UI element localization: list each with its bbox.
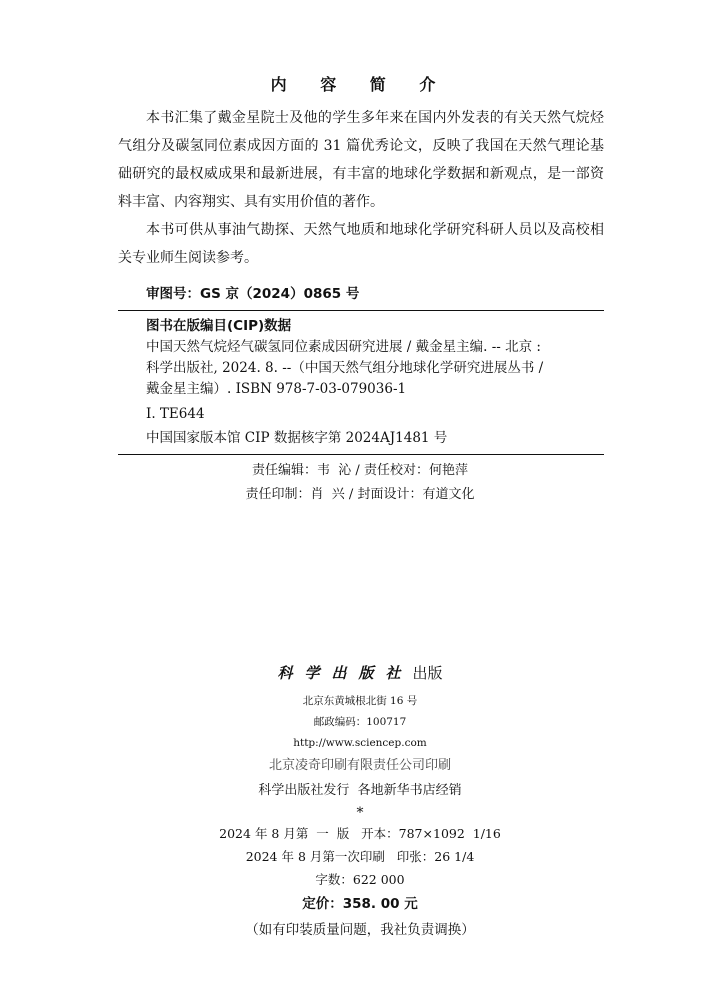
- map-approval-number: 审图号：GS 京（2024）0865 号: [146, 286, 360, 302]
- cip-line: 戴金星主编）. ISBN 978-7-03-079036-1: [146, 381, 407, 397]
- divider-top: [118, 310, 604, 311]
- publisher-address: 北京东黄城根北街 16 号: [302, 695, 418, 707]
- cip-record-number: 中国国家版本馆 CIP 数据核字第 2024AJ1481 号: [146, 430, 448, 446]
- staff-credits: [0, 459, 720, 507]
- word-count: 字数：622 000: [315, 872, 405, 887]
- publisher-postcode: 邮政编码：100717: [313, 716, 407, 728]
- editor-credit: 责任编辑：韦 沁 / 责任校对：何艳萍: [252, 463, 468, 478]
- printing-line: 2024 年 8 月第一次印刷 印张：26 1/4: [245, 849, 475, 864]
- cip-classification: Ⅰ. TE644: [146, 406, 205, 422]
- printer-line: 北京凌奇印刷有限责任公司印刷: [268, 758, 451, 773]
- cip-block: [146, 316, 602, 449]
- intro-paragraph: 本书可供从事油气勘探、天然气地质和地球化学研究科研人员以及高校相关专业师生阅读参考。: [118, 222, 604, 266]
- publisher-suffix: 出版: [412, 664, 443, 682]
- publisher-name: 科学出版社: [277, 664, 413, 682]
- cip-line: 中国天然气烷烃气碳氢同位素成因研究进展 / 戴金星主编. -- 北京 :: [146, 339, 541, 355]
- cip-line: 科学出版社, 2024. 8. --（中国天然气组分地球化学研究进展丛书 /: [146, 360, 544, 376]
- intro-body: [118, 104, 604, 272]
- publisher-line: [0, 662, 720, 683]
- edition-line: 2024 年 8 月第 一 版 开本：787×1092 1/16: [219, 826, 501, 841]
- cip-heading: 图书在版编目(CIP)数据: [146, 318, 292, 334]
- intro-title: 内 容 简 介: [270, 75, 450, 94]
- imprint-block: [0, 662, 720, 943]
- separator-star: *: [356, 805, 364, 821]
- publisher-website: http://www.sciencep.com: [293, 737, 427, 749]
- price: 定价：358. 00 元: [302, 896, 418, 912]
- print-credit: 责任印制：肖 兴 / 封面设计：有道文化: [245, 487, 475, 502]
- intro-paragraph: 本书汇集了戴金星院士及他的学生多年来在国内外发表的有关天然气烷烃气组分及碳氢同位素成因方面的 31 篇优秀论文，反映了我国在天然气理论基础研究的最权威成果和最新进展，有丰富的地球化学数据和新观点，是一部资料丰富、内容翔实、具有实用价值的著作。: [118, 110, 604, 210]
- distribution-line: 科学出版社发行 各地新华书店经销: [258, 783, 462, 798]
- divider-bottom: [118, 454, 604, 455]
- quality-notice: （如有印装质量问题，我社负责调换）: [245, 922, 475, 938]
